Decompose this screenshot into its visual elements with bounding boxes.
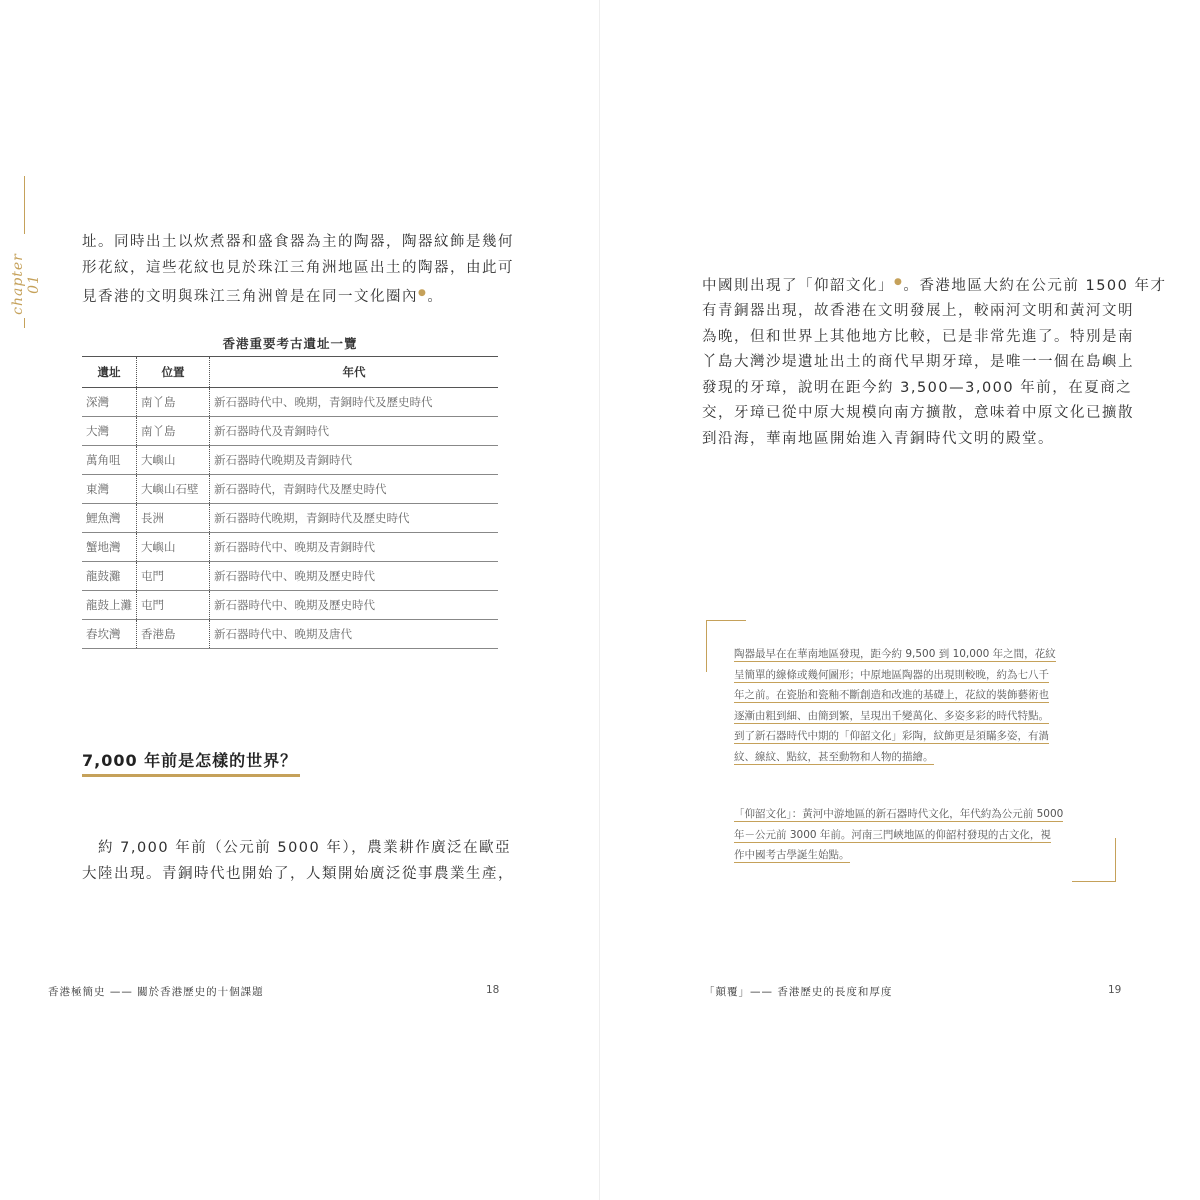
table-header-row xyxy=(82,357,498,388)
table-cell: 屯門 xyxy=(137,562,210,591)
table-cell: 新石器時代及青銅時代 xyxy=(210,417,499,446)
table-row xyxy=(82,562,498,591)
table-cell: 萬角咀 xyxy=(82,446,137,475)
running-footer: 「顛覆」—— 香港歷史的長度和厚度 xyxy=(704,986,893,998)
text-line: 有青銅器出現，故香港在文明發展上，較兩河文明和黃河文明 xyxy=(702,303,1134,320)
table-cell: 長洲 xyxy=(137,504,210,533)
note-line: 作中國考古學誕生始點。 xyxy=(734,849,850,861)
table-row xyxy=(82,388,498,417)
table-cell: 蟹地灣 xyxy=(82,533,137,562)
table-row xyxy=(82,533,498,562)
table-row xyxy=(82,620,498,649)
note-line: 陶器最早在在華南地區發現，距今約 9,500 到 10,000 年之間，花紋 xyxy=(734,648,1056,660)
table-cell: 新石器時代晚期，青銅時代及歷史時代 xyxy=(210,504,499,533)
heading-underline xyxy=(82,774,300,777)
table-cell: 東灣 xyxy=(82,475,137,504)
table-cell: 新石器時代晚期及青銅時代 xyxy=(210,446,499,475)
note-corner-rule xyxy=(1072,881,1116,882)
note-line: 呈簡單的線條或幾何圖形；中原地區陶器的出現則較晚，約為七八千 xyxy=(734,668,1049,681)
chapter-label: chapter 01 xyxy=(10,253,42,315)
note-corner-rule xyxy=(706,620,707,672)
table-cell: 新石器時代中、晚期及歷史時代 xyxy=(210,562,499,591)
note-line: 「仰韶文化」：黃河中游地區的新石器時代文化，年代約為公元前 5000 xyxy=(734,808,1064,820)
table-title: 香港重要考古遺址一覽 xyxy=(222,336,358,351)
column-header: 遺址 xyxy=(82,357,137,388)
table-cell: 龍鼓灘 xyxy=(82,562,137,591)
section-paragraph xyxy=(82,836,514,887)
running-footer: 香港極簡史 —— 關於香港歷史的十個課題 xyxy=(48,986,264,998)
table-cell: 大嶼山石壁 xyxy=(137,475,210,504)
text-line: 形花紋，這些花紋也見於珠江三角洲地區出土的陶器，由此可 xyxy=(82,259,514,276)
table-cell: 鯉魚灣 xyxy=(82,504,137,533)
chapter-rule-bottom xyxy=(24,318,25,328)
text-line: 中國則出現了「仰韶文化」●。香港地區大約在公元前 1500 年才 xyxy=(702,277,1167,294)
section-heading: 7,000 年前是怎樣的世界？ xyxy=(82,751,298,770)
table-row xyxy=(82,475,498,504)
yangshao-footnote xyxy=(734,804,1094,866)
text-line: 到沿海，華南地區開始進入青銅時代文明的殿堂。 xyxy=(702,430,1054,447)
footnote-marker: ● xyxy=(894,277,904,287)
note-corner-rule xyxy=(706,620,746,621)
table-row xyxy=(82,417,498,446)
pottery-note xyxy=(734,644,1094,767)
note-line: 年之前。在瓷胎和瓷釉不斷創造和改進的基礎上，花紋的裝飾藝術也 xyxy=(734,689,1049,701)
table-cell: 屯門 xyxy=(137,591,210,620)
table-cell: 香港島 xyxy=(137,620,210,649)
table-cell: 大嶼山 xyxy=(137,533,210,562)
side-note-box xyxy=(706,620,1116,882)
table-cell: 大灣 xyxy=(82,417,137,446)
note-line: 到了新石器時代中期的「仰韶文化」彩陶，紋飾更是須瞞多姿，有渦 xyxy=(734,730,1049,742)
text-line: 發現的牙璋，說明在距今約 3,500—3,000 年前，在夏商之 xyxy=(702,379,1133,396)
text-line: 址。同時出土以炊煮器和盛食器為主的陶器，陶器紋飾是幾何 xyxy=(82,234,514,250)
main-paragraph xyxy=(702,270,1166,452)
column-header: 位置 xyxy=(137,357,210,388)
table-cell: 龍鼓上灘 xyxy=(82,591,137,620)
archaeological-sites-table xyxy=(82,356,498,649)
right-page xyxy=(600,0,1200,1200)
table-cell: 舂坎灣 xyxy=(82,620,137,649)
text-line: 約 7,000 年前（公元前 5000 年），農業耕作廣泛在歐亞 xyxy=(82,840,512,856)
text-line: 大陸出現。青銅時代也開始了，人類開始廣泛從事農業生產， xyxy=(82,865,514,882)
page-number: 19 xyxy=(1108,984,1122,996)
table-cell: 大嶼山 xyxy=(137,446,210,475)
table-cell: 新石器時代中、晚期，青銅時代及歷史時代 xyxy=(210,388,499,417)
table-cell: 南丫島 xyxy=(137,388,210,417)
table-cell: 南丫島 xyxy=(137,417,210,446)
text-line: 為晚，但和世界上其他地方比較，已是非常先進了。特別是南 xyxy=(702,328,1134,345)
table-cell: 新石器時代中、晚期及青銅時代 xyxy=(210,533,499,562)
table-cell: 新石器時代，青銅時代及歷史時代 xyxy=(210,475,499,504)
text-line: 交，牙璋已從中原大規模向南方擴散，意味着中原文化已擴散 xyxy=(702,405,1134,422)
table-row xyxy=(82,591,498,620)
note-line: 年－公元前 3000 年前。河南三門峽地區的仰韶村發現的古文化，視 xyxy=(734,828,1051,841)
footnote-marker: ● xyxy=(418,288,428,298)
note-corner-rule xyxy=(1115,838,1116,882)
table-row xyxy=(82,446,498,475)
note-line: 紋、線紋、點紋，甚至動物和人物的描繪。 xyxy=(734,750,934,763)
intro-paragraph xyxy=(82,230,514,310)
page-number: 18 xyxy=(486,984,500,996)
text-line: 見香港的文明與珠江三角洲曾是在同一文化圈內●。 xyxy=(82,288,444,305)
table-cell: 新石器時代中、晚期及歷史時代 xyxy=(210,591,499,620)
text-line: 丫島大灣沙堤遺址出土的商代早期牙璋，是唯一一個在島嶼上 xyxy=(702,354,1134,371)
column-header: 年代 xyxy=(210,357,499,388)
table-cell: 新石器時代中、晚期及唐代 xyxy=(210,620,499,649)
chapter-rule-top xyxy=(24,176,25,234)
note-line: 逐漸由粗到細、由簡到繁，呈現出千變萬化、多姿多彩的時代特點。 xyxy=(734,709,1049,722)
table-cell: 深灣 xyxy=(82,388,137,417)
table-row xyxy=(82,504,498,533)
